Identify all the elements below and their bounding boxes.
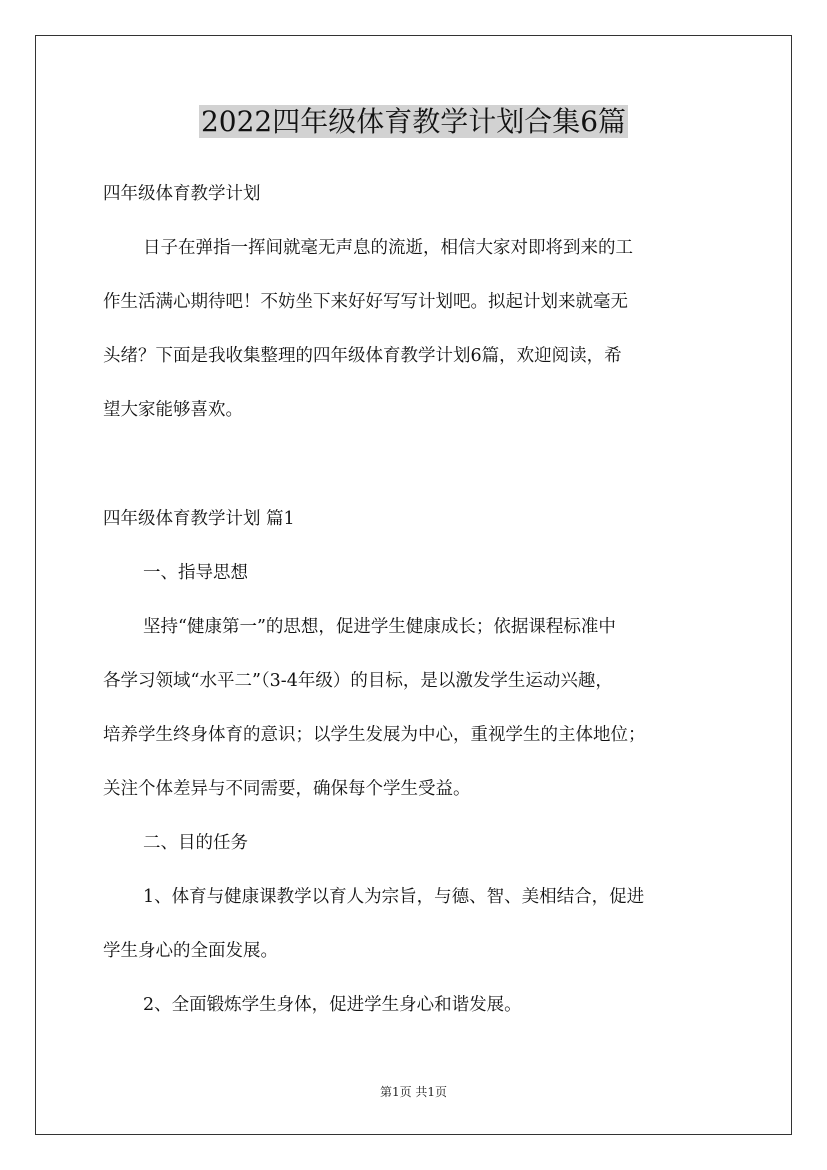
section-paragraph-line: 学生身心的全面发展。 bbox=[103, 941, 278, 961]
section-paragraph-line: 坚持“健康第一”的思想，促进学生健康成长；依据课程标准中 bbox=[143, 617, 616, 637]
section-paragraph-line: 关注个体差异与不同需要，确保每个学生受益。 bbox=[103, 779, 471, 799]
section-title: 一、指导思想 bbox=[143, 563, 248, 583]
section-paragraph-line: 2、全面锻炼学生身体，促进学生身心和谐发展。 bbox=[143, 995, 522, 1015]
intro-paragraph-line: 望大家能够喜欢。 bbox=[103, 400, 243, 420]
document-title: 2022四年级体育教学计划合集6篇 bbox=[200, 105, 627, 138]
article-heading: 四年级体育教学计划 篇1 bbox=[103, 509, 295, 529]
intro-paragraph-line: 作生活满心期待吧！不妨坐下来好好写写计划吧。拟起计划来就毫无 bbox=[103, 292, 628, 312]
intro-paragraph-line: 头绪？下面是我收集整理的四年级体育教学计划6篇，欢迎阅读，希 bbox=[103, 346, 622, 366]
intro-paragraph-line: 日子在弹指一挥间就毫无声息的流逝，相信大家对即将到来的工 bbox=[143, 238, 633, 258]
section-title: 二、目的任务 bbox=[143, 833, 248, 853]
section-paragraph-line: 培养学生终身体育的意识；以学生发展为中心，重视学生的主体地位； bbox=[103, 725, 646, 745]
intro-heading: 四年级体育教学计划 bbox=[103, 184, 261, 204]
section-paragraph-line: 1、体育与健康课教学以育人为宗旨，与德、智、美相结合，促进 bbox=[143, 887, 645, 907]
page-number-footer: 第1页 共1页 bbox=[379, 1085, 448, 1099]
section-paragraph-line: 各学习领域“水平二”（3-4年级）的目标，是以激发学生运动兴趣， bbox=[103, 671, 613, 691]
